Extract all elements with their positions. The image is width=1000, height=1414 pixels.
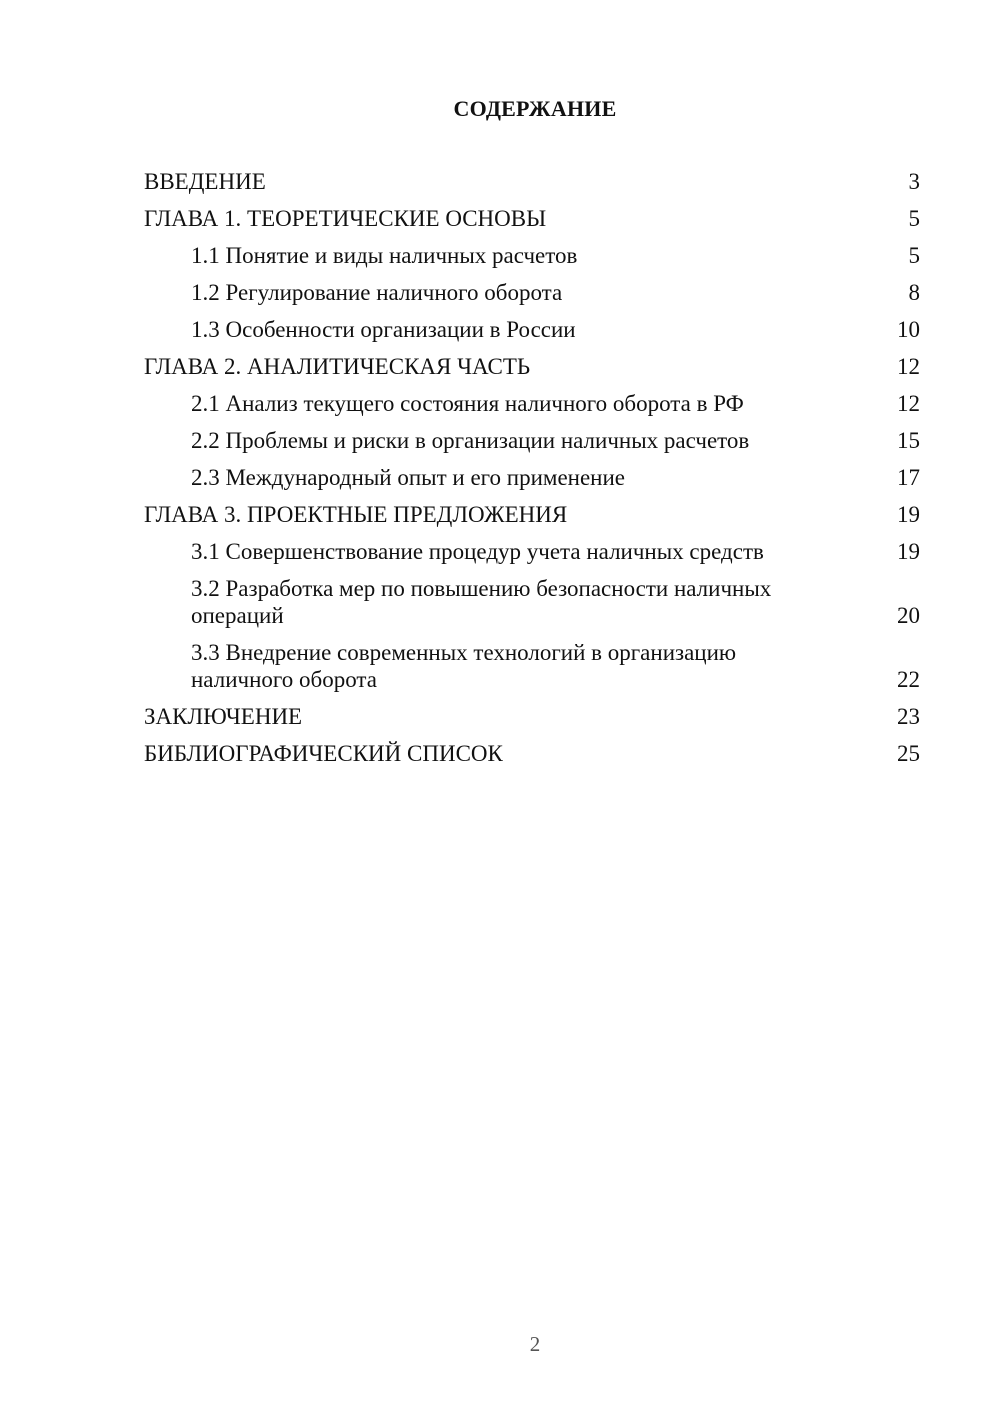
toc-entry-page-number: 22	[897, 666, 920, 692]
toc-entry-title: 1.2 Регулирование наличного оборота	[191, 280, 563, 305]
toc-entry-chapter-2[interactable]	[144, 353, 920, 390]
toc-entry-section-3-2[interactable]	[144, 575, 920, 639]
toc-entry-section-3-3[interactable]	[144, 639, 920, 703]
toc-entry-page-number: 15	[897, 428, 920, 453]
toc-entry-page-number: 10	[897, 317, 920, 342]
toc-entry-title: 3.1 Совершенствование процедур учета наличных средств	[191, 539, 764, 564]
toc-entry-title: 3.3 Внедрение современных технологий в организацию наличного оборота	[191, 640, 737, 692]
toc-entry-page-number: 3	[908, 169, 920, 194]
toc-entry-page-number: 19	[897, 502, 920, 527]
toc-entry-section-2-1[interactable]	[144, 390, 920, 427]
toc-entry-section-2-2[interactable]	[144, 427, 920, 464]
toc-entry-page-number: 8	[908, 280, 920, 305]
toc-entry-chapter-3[interactable]	[144, 501, 920, 538]
toc-entry-introduction[interactable]	[144, 168, 920, 205]
toc-entry-title: 2.1 Анализ текущего состояния наличного оборота в РФ	[191, 391, 744, 416]
toc-entry-section-1-2[interactable]	[144, 279, 920, 316]
toc-entry-page-number: 19	[897, 539, 920, 564]
toc-entry-section-1-3[interactable]	[144, 316, 920, 353]
toc-entry-title: ВВЕДЕНИЕ	[144, 169, 266, 194]
toc-entry-title: ГЛАВА 3. ПРОЕКТНЫЕ ПРЕДЛОЖЕНИЯ	[144, 502, 568, 527]
toc-entry-title: ЗАКЛЮЧЕНИЕ	[144, 704, 303, 729]
table-of-contents	[144, 168, 920, 777]
toc-entry-title: 1.3 Особенности организации в России	[191, 317, 576, 342]
toc-entry-conclusion[interactable]	[144, 703, 920, 740]
toc-entry-page-number: 12	[897, 391, 920, 416]
toc-entry-page-number: 12	[897, 354, 920, 379]
toc-entry-bibliography[interactable]	[144, 740, 920, 777]
toc-entry-page-number: 20	[897, 602, 920, 628]
toc-entry-chapter-1[interactable]	[144, 205, 920, 242]
page-title: СОДЕРЖАНИЕ	[453, 96, 617, 121]
toc-entry-page-number: 5	[908, 206, 920, 231]
toc-entry-page-number: 25	[897, 741, 920, 766]
toc-entry-page-number: 5	[908, 243, 920, 268]
toc-entry-page-number: 23	[897, 704, 920, 729]
toc-entry-page-number: 17	[897, 465, 920, 490]
toc-entry-title: 1.1 Понятие и виды наличных расчетов	[191, 243, 578, 268]
toc-entry-title: ГЛАВА 2. АНАЛИТИЧЕСКАЯ ЧАСТЬ	[144, 354, 531, 379]
toc-entry-title: ГЛАВА 1. ТЕОРЕТИЧЕСКИЕ ОСНОВЫ	[144, 206, 547, 231]
toc-entry-section-2-3[interactable]	[144, 464, 920, 501]
toc-entry-section-1-1[interactable]	[144, 242, 920, 279]
toc-entry-title: 3.2 Разработка мер по повышению безопасности наличных операций	[191, 576, 772, 628]
toc-entry-section-3-1[interactable]	[144, 538, 920, 575]
toc-entry-title: 2.2 Проблемы и риски в организации наличных расчетов	[191, 428, 750, 453]
toc-entry-title: 2.3 Международный опыт и его применение	[191, 465, 625, 490]
toc-entry-title: БИБЛИОГРАФИЧЕСКИЙ СПИСОК	[144, 741, 503, 766]
page-number: 2	[529, 1332, 541, 1356]
